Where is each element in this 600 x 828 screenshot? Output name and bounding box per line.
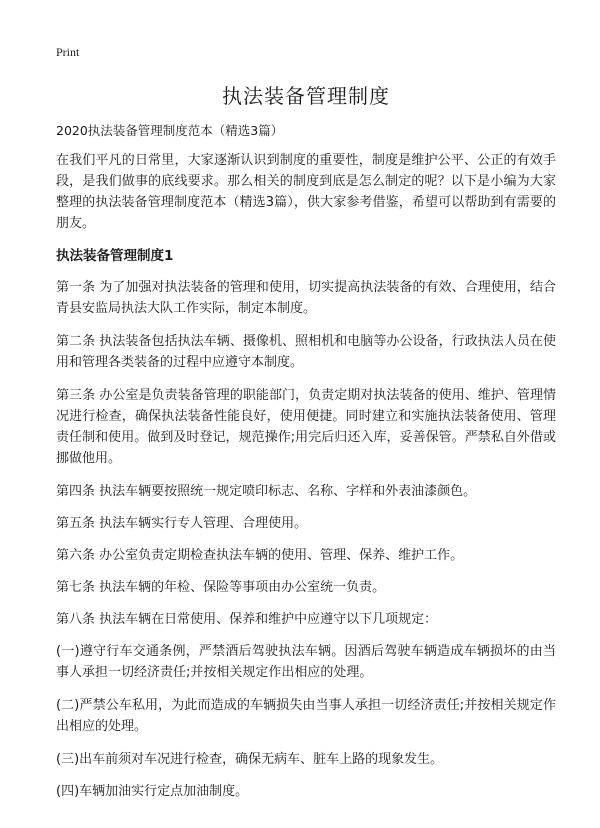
article-2: 第二条 执法装备包括执法车辆、摄像机、照相机和电脑等办公设备，行政执法人员在使用和管理各类装备的过程中应遵守本制度。: [56, 334, 556, 370]
clause-3: (三)出车前须对车况进行检查，确保无病车、脏车上路的现象发生。: [56, 752, 444, 767]
article-7: 第七条 执法车辆的年检、保险等事项由办公室统一负责。: [56, 580, 386, 595]
document-subtitle: 2020执法装备管理制度范本（精选3篇）: [56, 123, 284, 138]
clause-1: (一)遵守行车交通条例，严禁酒后驾驶执法车辆。因酒后驾驶车辆造成车辆损坏的由当事人承担一切经济责任;并按相关规定作出相应的处理。: [56, 644, 556, 680]
clause-4: (四)车辆加油实行定点加油制度。: [56, 784, 249, 799]
article-1: 第一条 为了加强对执法装备的管理和使用，切实提高执法装备的有效、合理使用，结合青县安监局执法大队工作实际，制定本制度。: [56, 280, 556, 316]
article-3: 第三条 办公室是负责装备管理的职能部门，负责定期对执法装备的使用、维护、管理情况进行检查，确保执法装备性能良好，使用便捷。同时建立和实施执法装备使用、管理责任制和使用。做到及时登记，规范操作;用完后归还入库，妥善保管。严禁私自外借或挪做他用。: [56, 388, 556, 466]
article-6: 第六条 办公室负责定期检查执法车辆的使用、管理、保养、维护工作。: [56, 548, 464, 563]
article-4: 第四条 执法车辆要按照统一规定喷印标志、名称、字样和外表油漆颜色。: [56, 484, 477, 499]
article-8: 第八条 执法车辆在日常使用、保养和维护中应遵守以下几项规定：: [56, 612, 438, 627]
intro-paragraph: 在我们平凡的日常里，大家逐渐认识到制度的重要性，制度是维护公平、公正的有效手段，是我们做事的底线要求。那么相关的制度到底是怎么制定的呢？以下是小编为大家整理的执法装备管理制度范本（精选3篇），供大家参考借鉴，希望可以帮助到有需要的朋友。: [56, 153, 556, 231]
section-heading: 执法装备管理制度1: [56, 248, 174, 264]
print-link[interactable]: Print: [56, 45, 80, 59]
page-title: 执法装备管理制度: [222, 84, 390, 108]
clause-2: (二)严禁公车私用，为此而造成的车辆损失由当事人承担一切经济责任;并按相关规定作出相应的处理。: [56, 698, 556, 734]
article-5: 第五条 执法车辆实行专人管理、合理使用。: [56, 516, 308, 531]
